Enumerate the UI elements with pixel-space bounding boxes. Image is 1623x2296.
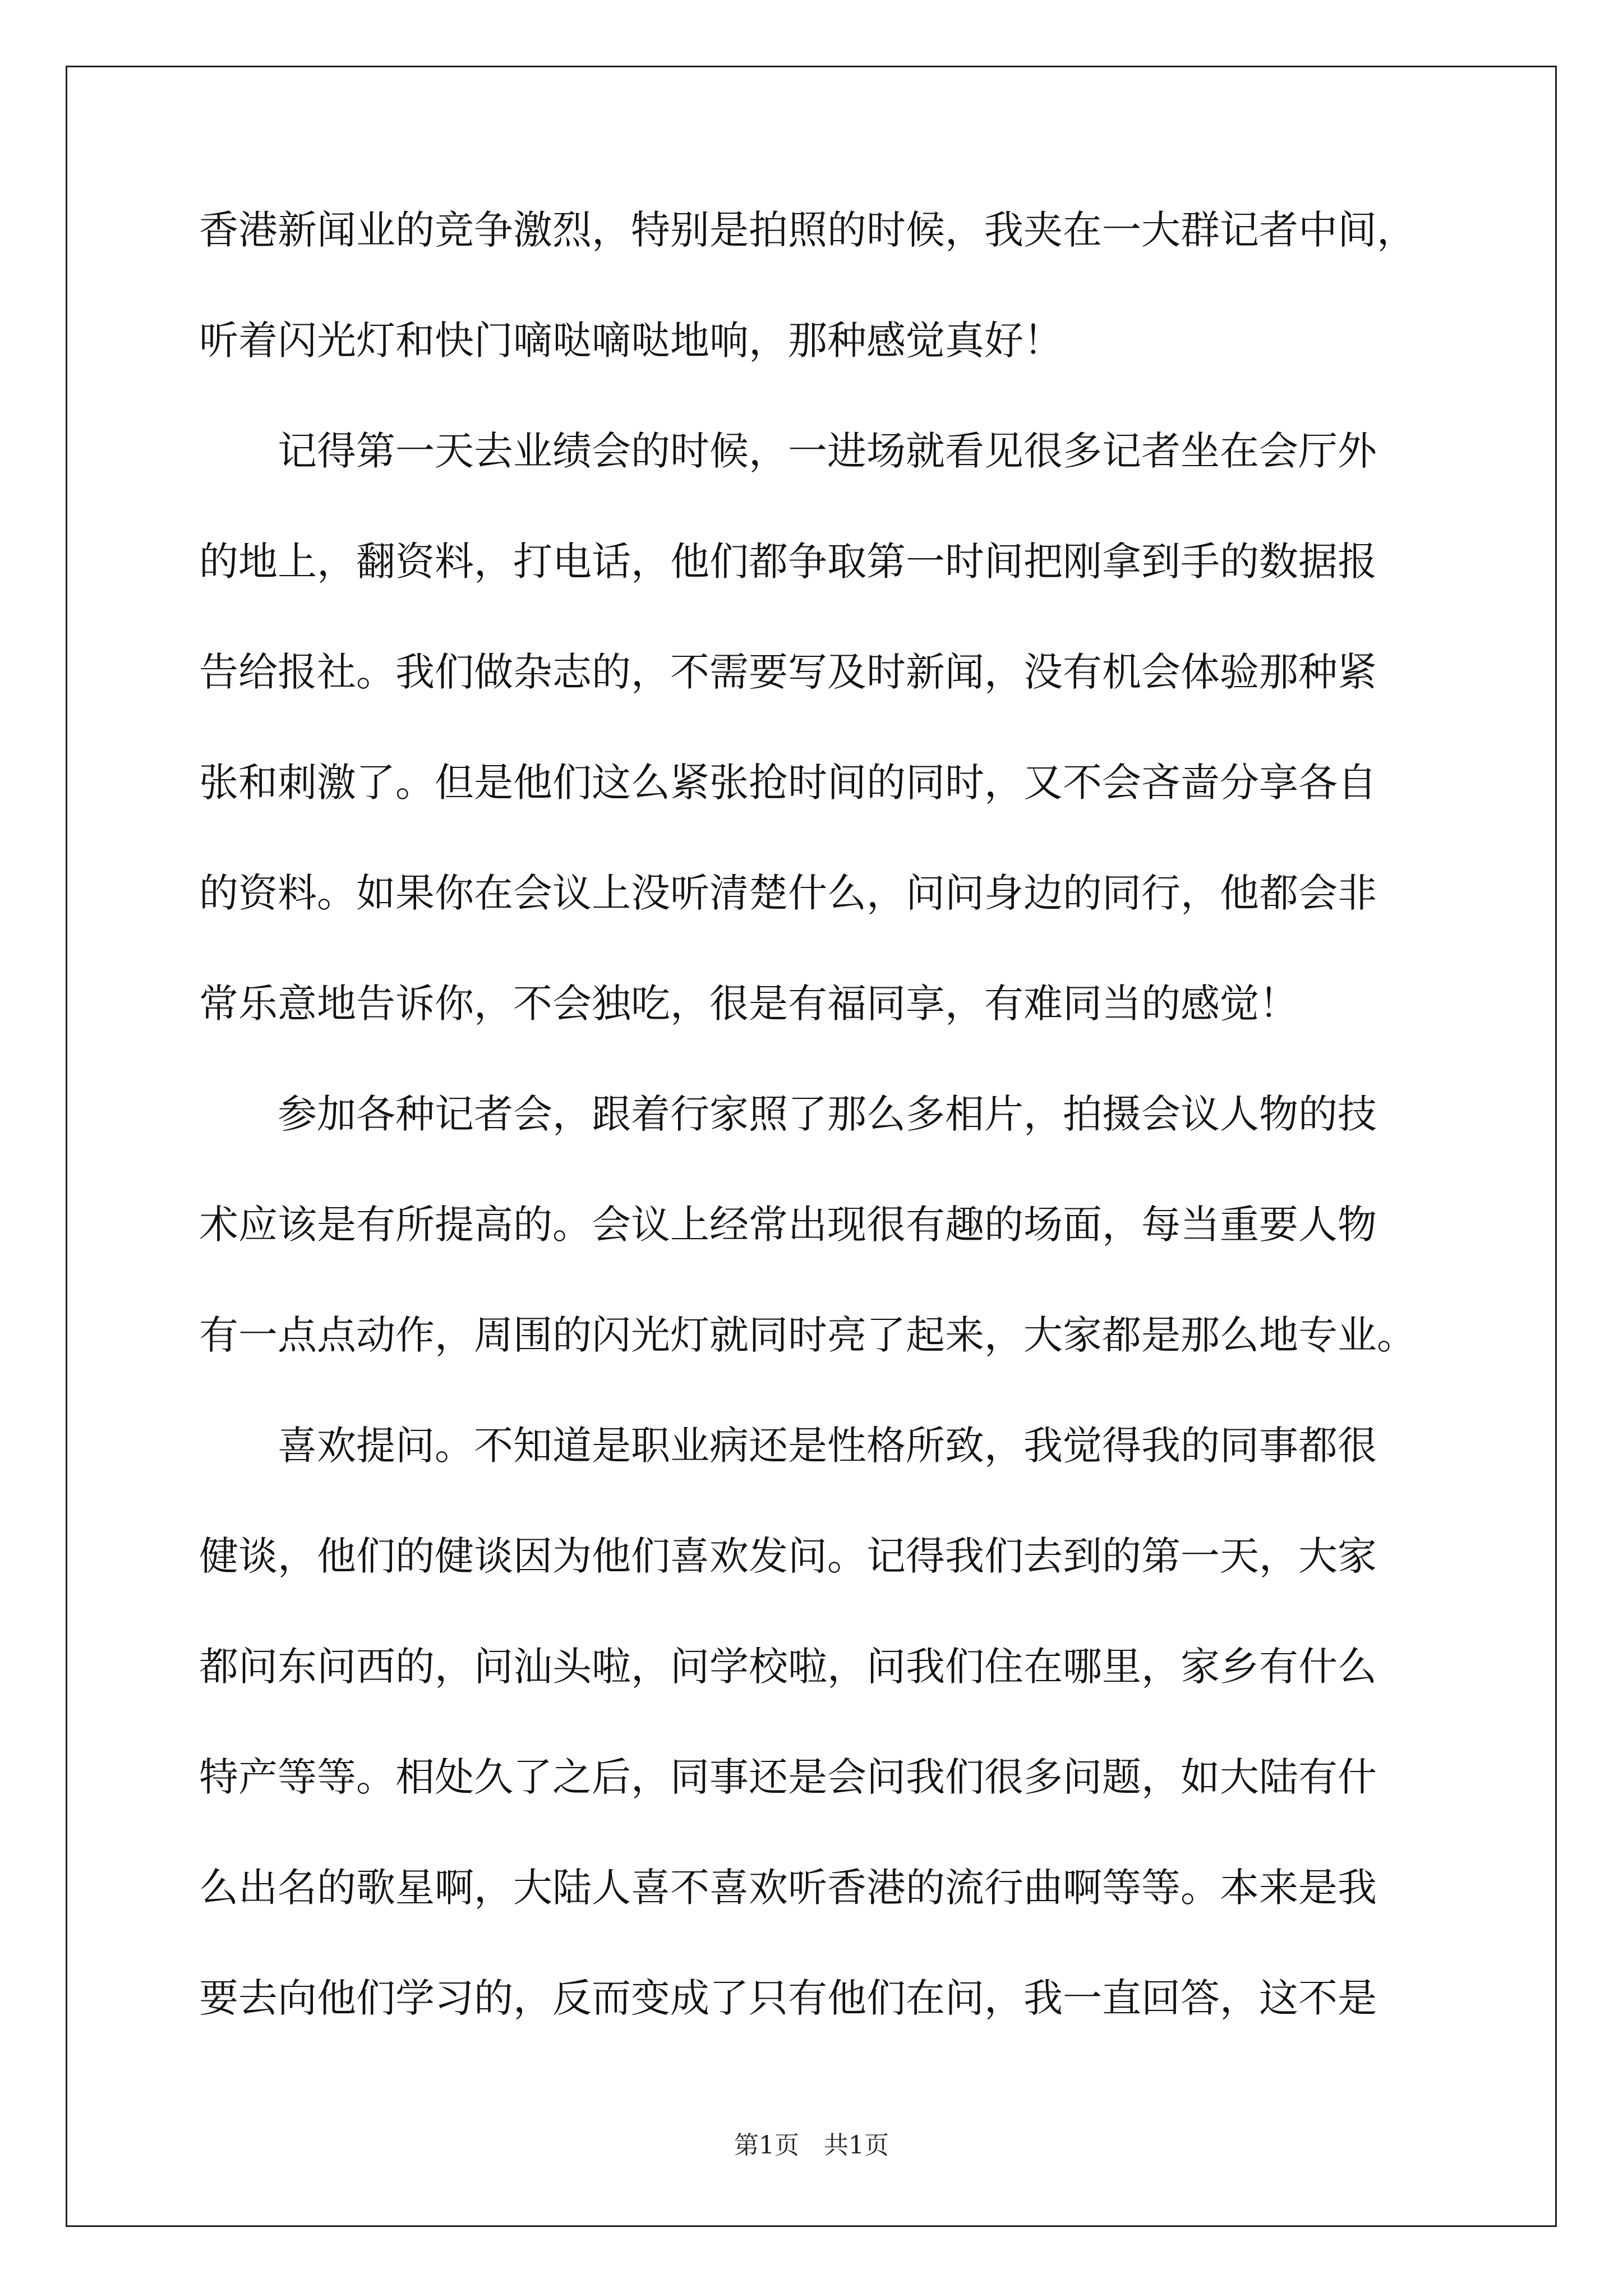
text-line: 喜欢提问。不知道是职业病还是性格所致，我觉得我的同事都很 — [199, 1423, 1377, 1469]
text-line: 的地上，翻资料，打电话，他们都争取第一时间把刚拿到手的数据报 — [199, 539, 1377, 585]
text-line: 健谈，他们的健谈因为他们喜欢发问。记得我们去到的第一天，大家 — [199, 1533, 1377, 1579]
text-line: 的资料。如果你在会议上没听清楚什么，问问身边的同行，他都会非 — [199, 870, 1377, 916]
text-line: 都问东问西的，问汕头啦，问学校啦，问我们住在哪里，家乡有什么 — [199, 1644, 1377, 1690]
text-line: 张和刺激了。但是他们这么紧张抢时间的同时，又不会吝啬分享各自 — [199, 760, 1377, 806]
text-line: 要去向他们学习的，反而变成了只有他们在问，我一直回答，这不是 — [199, 1975, 1377, 2021]
text-line: 特产等等。相处久了之后，同事还是会问我们很多问题，如大陆有什 — [199, 1754, 1377, 1800]
text-line: 听着闪光灯和快门嘀哒嘀哒地响，那种感觉真好！ — [199, 318, 1063, 364]
text-line: 香港新闻业的竞争激烈，特别是拍照的时候，我夹在一大群记者中间， — [199, 207, 1416, 253]
text-line: 常乐意地告诉你，不会独吃，很是有福同享，有难同当的感觉！ — [199, 981, 1298, 1027]
text-line: 记得第一天去业绩会的时候，一进场就看见很多记者坐在会厅外 — [199, 428, 1377, 474]
text-line: 告给报社。我们做杂志的，不需要写及时新闻，没有机会体验那种紧 — [199, 649, 1377, 695]
text-line: 有一点点动作，周围的闪光灯就同时亮了起来，大家都是那么地专业。 — [199, 1312, 1416, 1358]
page-footer: 第1页 共1页 — [734, 2131, 889, 2160]
text-line: 术应该是有所提高的。会议上经常出现很有趣的场面，每当重要人物 — [199, 1202, 1377, 1248]
text-line: 么出名的歌星啊，大陆人喜不喜欢听香港的流行曲啊等等。本来是我 — [199, 1865, 1377, 1911]
text-line: 参加各种记者会，跟着行家照了那么多相片，拍摄会议人物的技 — [199, 1091, 1377, 1137]
